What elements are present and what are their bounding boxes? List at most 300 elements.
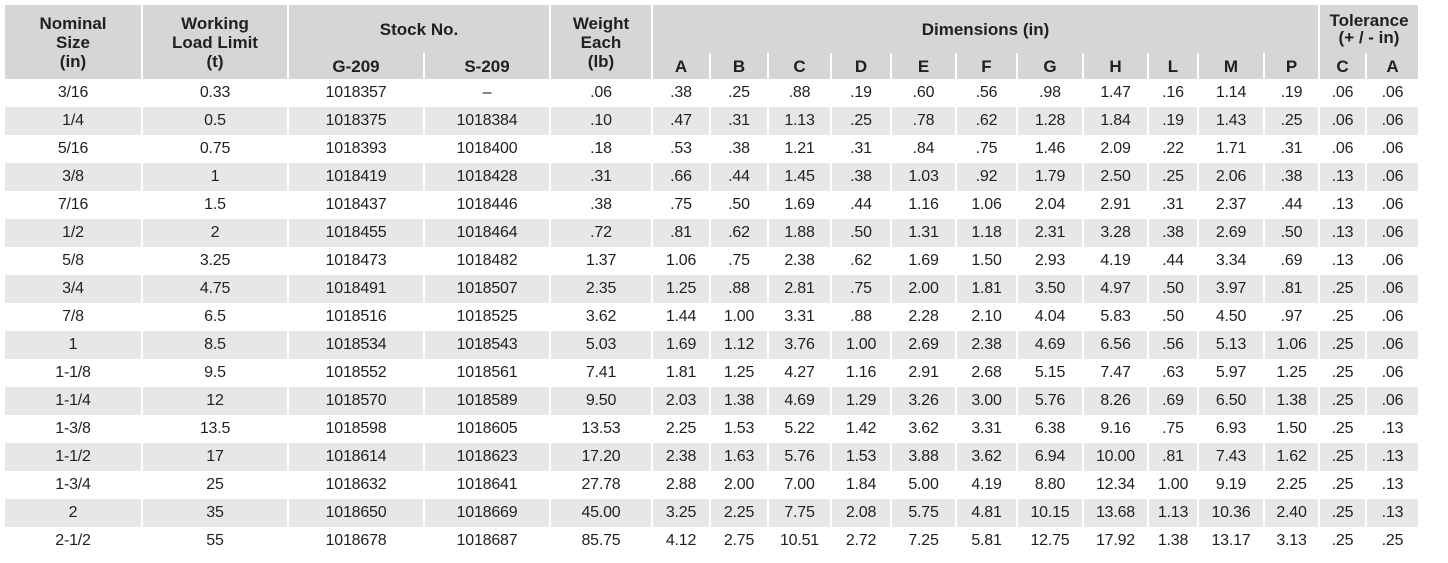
- table-cell: 2.91: [1083, 191, 1148, 219]
- table-cell: 1018687: [424, 527, 550, 555]
- table-cell: 5.83: [1083, 303, 1148, 331]
- table-cell: 3.26: [891, 387, 956, 415]
- table-row: [5, 415, 1418, 443]
- table-cell: 1018605: [424, 415, 550, 443]
- table-cell: 6.5: [142, 303, 288, 331]
- table-cell: .50: [710, 191, 768, 219]
- table-cell: .06: [1366, 387, 1418, 415]
- table-cell: 2.04: [1017, 191, 1083, 219]
- header-stock-no: [288, 5, 550, 53]
- table-cell: 5.81: [956, 527, 1017, 555]
- header-text: Dimensions (in): [921, 19, 1050, 39]
- table-row: [5, 135, 1418, 163]
- table-cell: 5.15: [1017, 359, 1083, 387]
- table-cell: .13: [1366, 443, 1418, 471]
- table-cell: 2.28: [891, 303, 956, 331]
- table-cell: 9.5: [142, 359, 288, 387]
- table-cell: 1.5: [142, 191, 288, 219]
- table-cell: .18: [550, 135, 652, 163]
- table-row: [5, 219, 1418, 247]
- table-cell: .56: [956, 79, 1017, 107]
- table-cell: 1.00: [1148, 471, 1198, 499]
- table-cell: 2.68: [956, 359, 1017, 387]
- table-cell: .06: [1366, 79, 1418, 107]
- table-cell: .66: [652, 163, 710, 191]
- table-cell: 3/4: [5, 275, 142, 303]
- table-cell: .75: [1148, 415, 1198, 443]
- table-cell: .25: [1319, 331, 1366, 359]
- header-dim-a: A: [652, 53, 710, 79]
- table-cell: 1.69: [891, 247, 956, 275]
- table-cell: 1018419: [288, 163, 424, 191]
- header-text: Stock No.: [379, 19, 459, 39]
- table-cell: 2.06: [1198, 163, 1264, 191]
- table-cell: 1018552: [288, 359, 424, 387]
- table-cell: 5.03: [550, 331, 652, 359]
- header-dim-p: P: [1264, 53, 1319, 79]
- table-cell: 7/8: [5, 303, 142, 331]
- table-cell: 1-1/2: [5, 443, 142, 471]
- table-cell: 3.88: [891, 443, 956, 471]
- table-cell: 1018641: [424, 471, 550, 499]
- table-cell: 3.50: [1017, 275, 1083, 303]
- table-cell: 5/16: [5, 135, 142, 163]
- table-cell: 10.00: [1083, 443, 1148, 471]
- table-cell: 2.50: [1083, 163, 1148, 191]
- table-cell: 1018570: [288, 387, 424, 415]
- table-cell: 1018516: [288, 303, 424, 331]
- table-cell: .72: [550, 219, 652, 247]
- table-cell: .44: [831, 191, 891, 219]
- table-cell: 1.43: [1198, 107, 1264, 135]
- table-cell: 1-3/8: [5, 415, 142, 443]
- table-cell: 2.25: [1264, 471, 1319, 499]
- table-cell: 3.62: [550, 303, 652, 331]
- table-cell: 0.75: [142, 135, 288, 163]
- table-cell: 1018669: [424, 499, 550, 527]
- table-row: [5, 443, 1418, 471]
- table-cell: 1.47: [1083, 79, 1148, 107]
- table-cell: 5.00: [891, 471, 956, 499]
- header-text: (+ / - in): [1338, 28, 1400, 47]
- header-dim-b: B: [710, 53, 768, 79]
- table-cell: 2.38: [768, 247, 831, 275]
- table-cell: 85.75: [550, 527, 652, 555]
- table-cell: .60: [891, 79, 956, 107]
- table-cell: –: [424, 79, 550, 107]
- table-cell: 1.62: [1264, 443, 1319, 471]
- header-tol-c: C: [1319, 53, 1366, 79]
- table-cell: 1.31: [891, 219, 956, 247]
- table-cell: 1.38: [1148, 527, 1198, 555]
- table-cell: 2.00: [891, 275, 956, 303]
- table-cell: 1.42: [831, 415, 891, 443]
- table-cell: .69: [1264, 247, 1319, 275]
- table-cell: 1018473: [288, 247, 424, 275]
- table-cell: .56: [1148, 331, 1198, 359]
- table-cell: .98: [1017, 79, 1083, 107]
- table-cell: 1.25: [652, 275, 710, 303]
- table-cell: 5.76: [768, 443, 831, 471]
- table-cell: 1.53: [710, 415, 768, 443]
- table-cell: 6.93: [1198, 415, 1264, 443]
- table-cell: 2.03: [652, 387, 710, 415]
- table-cell: 1/2: [5, 219, 142, 247]
- table-cell: .25: [1319, 303, 1366, 331]
- table-cell: .16: [1148, 79, 1198, 107]
- table-cell: .75: [652, 191, 710, 219]
- table-cell: .06: [1366, 331, 1418, 359]
- table-cell: .25: [1319, 387, 1366, 415]
- table-cell: 2.69: [1198, 219, 1264, 247]
- table-cell: .25: [831, 107, 891, 135]
- table-cell: 1.00: [710, 303, 768, 331]
- table-row: [5, 527, 1418, 555]
- table-row: [5, 79, 1418, 107]
- table-cell: .25: [1319, 275, 1366, 303]
- table-cell: .69: [1148, 387, 1198, 415]
- table-cell: 6.94: [1017, 443, 1083, 471]
- table-cell: 5/8: [5, 247, 142, 275]
- table-cell: 1: [142, 163, 288, 191]
- table-cell: 2.81: [768, 275, 831, 303]
- table-cell: 1.81: [956, 275, 1017, 303]
- table-row: [5, 107, 1418, 135]
- table-cell: 25: [142, 471, 288, 499]
- table-cell: .25: [1319, 415, 1366, 443]
- table-body: [5, 79, 1418, 555]
- table-cell: .44: [710, 163, 768, 191]
- table-cell: 1018446: [424, 191, 550, 219]
- table-cell: .31: [710, 107, 768, 135]
- table-cell: .88: [831, 303, 891, 331]
- table-cell: .06: [1319, 79, 1366, 107]
- table-cell: 2.00: [710, 471, 768, 499]
- header-dim-h: H: [1083, 53, 1148, 79]
- table-cell: .25: [1319, 443, 1366, 471]
- table-cell: .06: [1366, 191, 1418, 219]
- table-cell: 1018650: [288, 499, 424, 527]
- table-cell: 1-1/4: [5, 387, 142, 415]
- table-cell: 1018375: [288, 107, 424, 135]
- table-cell: .38: [710, 135, 768, 163]
- table-cell: 9.19: [1198, 471, 1264, 499]
- table-cell: .13: [1319, 219, 1366, 247]
- table-cell: 1.44: [652, 303, 710, 331]
- table-cell: 2.37: [1198, 191, 1264, 219]
- table-header: [5, 5, 1418, 79]
- table-cell: 2.09: [1083, 135, 1148, 163]
- table-cell: 5.76: [1017, 387, 1083, 415]
- table-cell: 1: [5, 331, 142, 359]
- table-row: [5, 275, 1418, 303]
- header-dim-f: F: [956, 53, 1017, 79]
- table-cell: 1.28: [1017, 107, 1083, 135]
- table-cell: .81: [652, 219, 710, 247]
- header-dimensions: [652, 5, 1319, 53]
- table-cell: .06: [1366, 163, 1418, 191]
- table-cell: 1018507: [424, 275, 550, 303]
- table-cell: 10.36: [1198, 499, 1264, 527]
- table-row: [5, 471, 1418, 499]
- table-cell: 2.88: [652, 471, 710, 499]
- table-cell: .06: [550, 79, 652, 107]
- header-tol-a: A: [1366, 53, 1418, 79]
- table-cell: .13: [1366, 415, 1418, 443]
- table-cell: .06: [1366, 247, 1418, 275]
- table-cell: 3.28: [1083, 219, 1148, 247]
- table-cell: 10.51: [768, 527, 831, 555]
- table-cell: 1.50: [1264, 415, 1319, 443]
- table-cell: .38: [831, 163, 891, 191]
- shackle-spec-table: [5, 5, 1418, 555]
- header-text: Working: [181, 14, 249, 33]
- table-cell: 1.37: [550, 247, 652, 275]
- header-text: Load Limit: [172, 33, 258, 52]
- table-cell: .84: [891, 135, 956, 163]
- table-cell: .62: [831, 247, 891, 275]
- table-cell: 2-1/2: [5, 527, 142, 555]
- table-cell: .97: [1264, 303, 1319, 331]
- table-cell: .06: [1366, 135, 1418, 163]
- table-cell: 1018400: [424, 135, 550, 163]
- table-cell: 1018598: [288, 415, 424, 443]
- table-cell: .19: [1264, 79, 1319, 107]
- table-cell: 17.92: [1083, 527, 1148, 555]
- table-cell: 12.34: [1083, 471, 1148, 499]
- table-cell: 2.69: [891, 331, 956, 359]
- table-cell: .06: [1366, 303, 1418, 331]
- table-cell: .63: [1148, 359, 1198, 387]
- table-cell: 4.27: [768, 359, 831, 387]
- table-cell: 0.5: [142, 107, 288, 135]
- table-cell: .13: [1319, 163, 1366, 191]
- table-cell: 1018428: [424, 163, 550, 191]
- table-cell: 8.80: [1017, 471, 1083, 499]
- table-cell: 9.50: [550, 387, 652, 415]
- table-cell: 1.84: [1083, 107, 1148, 135]
- table-cell: 1018491: [288, 275, 424, 303]
- table-cell: 1018623: [424, 443, 550, 471]
- table-row: [5, 247, 1418, 275]
- table-cell: 2.31: [1017, 219, 1083, 247]
- table-cell: 1.06: [652, 247, 710, 275]
- table-cell: 1018534: [288, 331, 424, 359]
- table-cell: 1018561: [424, 359, 550, 387]
- table-cell: 1-1/8: [5, 359, 142, 387]
- table-cell: .25: [710, 79, 768, 107]
- table-cell: .25: [1319, 527, 1366, 555]
- table-cell: 6.50: [1198, 387, 1264, 415]
- table-cell: .13: [1319, 191, 1366, 219]
- table-cell: 4.04: [1017, 303, 1083, 331]
- table-cell: 8.26: [1083, 387, 1148, 415]
- table-cell: 4.69: [768, 387, 831, 415]
- table-cell: .25: [1319, 499, 1366, 527]
- table-cell: .88: [768, 79, 831, 107]
- table-cell: .75: [710, 247, 768, 275]
- table-cell: 3.34: [1198, 247, 1264, 275]
- table-cell: .38: [1148, 219, 1198, 247]
- header-dim-g: G: [1017, 53, 1083, 79]
- table-cell: 1.53: [831, 443, 891, 471]
- table-cell: .81: [1148, 443, 1198, 471]
- table-cell: .44: [1264, 191, 1319, 219]
- table-cell: .38: [1264, 163, 1319, 191]
- table-cell: 3/8: [5, 163, 142, 191]
- table-cell: 1-3/4: [5, 471, 142, 499]
- table-row: [5, 331, 1418, 359]
- table-cell: 13.53: [550, 415, 652, 443]
- table-cell: 2.72: [831, 527, 891, 555]
- table-cell: 2.10: [956, 303, 1017, 331]
- table-cell: .19: [831, 79, 891, 107]
- table-cell: 3.62: [891, 415, 956, 443]
- table-cell: 1018464: [424, 219, 550, 247]
- table-cell: .92: [956, 163, 1017, 191]
- table-cell: .31: [550, 163, 652, 191]
- table-row: [5, 387, 1418, 415]
- spec-table-container: [5, 5, 1418, 555]
- table-cell: .25: [1366, 527, 1418, 555]
- table-cell: 7.75: [768, 499, 831, 527]
- table-cell: 12: [142, 387, 288, 415]
- table-cell: .13: [1366, 499, 1418, 527]
- table-cell: .06: [1319, 107, 1366, 135]
- table-cell: 1.69: [768, 191, 831, 219]
- table-cell: .62: [956, 107, 1017, 135]
- table-cell: 2.25: [652, 415, 710, 443]
- table-cell: 13.68: [1083, 499, 1148, 527]
- table-cell: 3/16: [5, 79, 142, 107]
- table-cell: 45.00: [550, 499, 652, 527]
- table-cell: .13: [1366, 471, 1418, 499]
- table-cell: .50: [1148, 303, 1198, 331]
- table-cell: 1.06: [1264, 331, 1319, 359]
- table-cell: 1.13: [1148, 499, 1198, 527]
- table-cell: 7.43: [1198, 443, 1264, 471]
- table-cell: 1.29: [831, 387, 891, 415]
- table-cell: 1018393: [288, 135, 424, 163]
- table-cell: .25: [1264, 107, 1319, 135]
- header-text: Size: [55, 33, 91, 52]
- table-cell: .62: [710, 219, 768, 247]
- table-cell: 27.78: [550, 471, 652, 499]
- table-cell: 1.18: [956, 219, 1017, 247]
- table-cell: .06: [1366, 275, 1418, 303]
- table-cell: 4.19: [1083, 247, 1148, 275]
- header-dim-d: D: [831, 53, 891, 79]
- table-cell: 2: [142, 219, 288, 247]
- table-cell: 3.31: [768, 303, 831, 331]
- header-working-load-limit: [142, 5, 288, 79]
- table-cell: 3.97: [1198, 275, 1264, 303]
- header-text: Each: [580, 33, 622, 52]
- table-cell: 1.03: [891, 163, 956, 191]
- table-cell: .19: [1148, 107, 1198, 135]
- header-stock-g209: G-209: [288, 53, 424, 79]
- table-cell: 2.40: [1264, 499, 1319, 527]
- table-cell: 7/16: [5, 191, 142, 219]
- table-cell: 1.25: [1264, 359, 1319, 387]
- table-cell: 6.56: [1083, 331, 1148, 359]
- table-row: [5, 191, 1418, 219]
- table-cell: 7.41: [550, 359, 652, 387]
- table-cell: 5.22: [768, 415, 831, 443]
- table-cell: 2.38: [652, 443, 710, 471]
- table-cell: .38: [652, 79, 710, 107]
- table-cell: 4.81: [956, 499, 1017, 527]
- table-cell: 5.75: [891, 499, 956, 527]
- header-text: (in): [59, 52, 87, 71]
- table-cell: 1.50: [956, 247, 1017, 275]
- table-cell: 2.25: [710, 499, 768, 527]
- table-cell: .10: [550, 107, 652, 135]
- table-cell: 17: [142, 443, 288, 471]
- table-cell: 1.21: [768, 135, 831, 163]
- table-cell: 1.46: [1017, 135, 1083, 163]
- table-cell: .22: [1148, 135, 1198, 163]
- table-cell: 35: [142, 499, 288, 527]
- header-nominal-size: [5, 5, 142, 79]
- table-cell: 2.35: [550, 275, 652, 303]
- table-cell: 1.16: [831, 359, 891, 387]
- table-cell: 2.75: [710, 527, 768, 555]
- table-cell: 1018437: [288, 191, 424, 219]
- table-cell: 2: [5, 499, 142, 527]
- table-cell: 1.16: [891, 191, 956, 219]
- table-row: [5, 163, 1418, 191]
- table-cell: .38: [550, 191, 652, 219]
- table-cell: .31: [831, 135, 891, 163]
- table-cell: 1.00: [831, 331, 891, 359]
- table-row: [5, 499, 1418, 527]
- table-cell: 2.91: [891, 359, 956, 387]
- table-cell: 3.25: [652, 499, 710, 527]
- table-cell: 3.31: [956, 415, 1017, 443]
- table-cell: 12.75: [1017, 527, 1083, 555]
- table-cell: .50: [831, 219, 891, 247]
- table-cell: 7.00: [768, 471, 831, 499]
- table-cell: 1.14: [1198, 79, 1264, 107]
- header-dim-c: C: [768, 53, 831, 79]
- table-cell: 1/4: [5, 107, 142, 135]
- table-cell: 1.88: [768, 219, 831, 247]
- table-cell: 1.38: [710, 387, 768, 415]
- table-cell: 3.62: [956, 443, 1017, 471]
- table-cell: 1.81: [652, 359, 710, 387]
- header-dim-l: L: [1148, 53, 1198, 79]
- table-cell: .25: [1148, 163, 1198, 191]
- table-cell: 1018384: [424, 107, 550, 135]
- header-dim-m: M: [1198, 53, 1264, 79]
- table-cell: 6.38: [1017, 415, 1083, 443]
- table-cell: 4.75: [142, 275, 288, 303]
- table-cell: 1.38: [1264, 387, 1319, 415]
- table-cell: 17.20: [550, 443, 652, 471]
- table-row: [5, 359, 1418, 387]
- table-cell: 0.33: [142, 79, 288, 107]
- table-cell: 2.08: [831, 499, 891, 527]
- table-cell: .31: [1264, 135, 1319, 163]
- table-cell: .78: [891, 107, 956, 135]
- table-cell: 4.97: [1083, 275, 1148, 303]
- table-cell: .06: [1366, 107, 1418, 135]
- table-cell: 1018455: [288, 219, 424, 247]
- table-cell: 3.13: [1264, 527, 1319, 555]
- table-cell: 1.13: [768, 107, 831, 135]
- table-cell: .75: [956, 135, 1017, 163]
